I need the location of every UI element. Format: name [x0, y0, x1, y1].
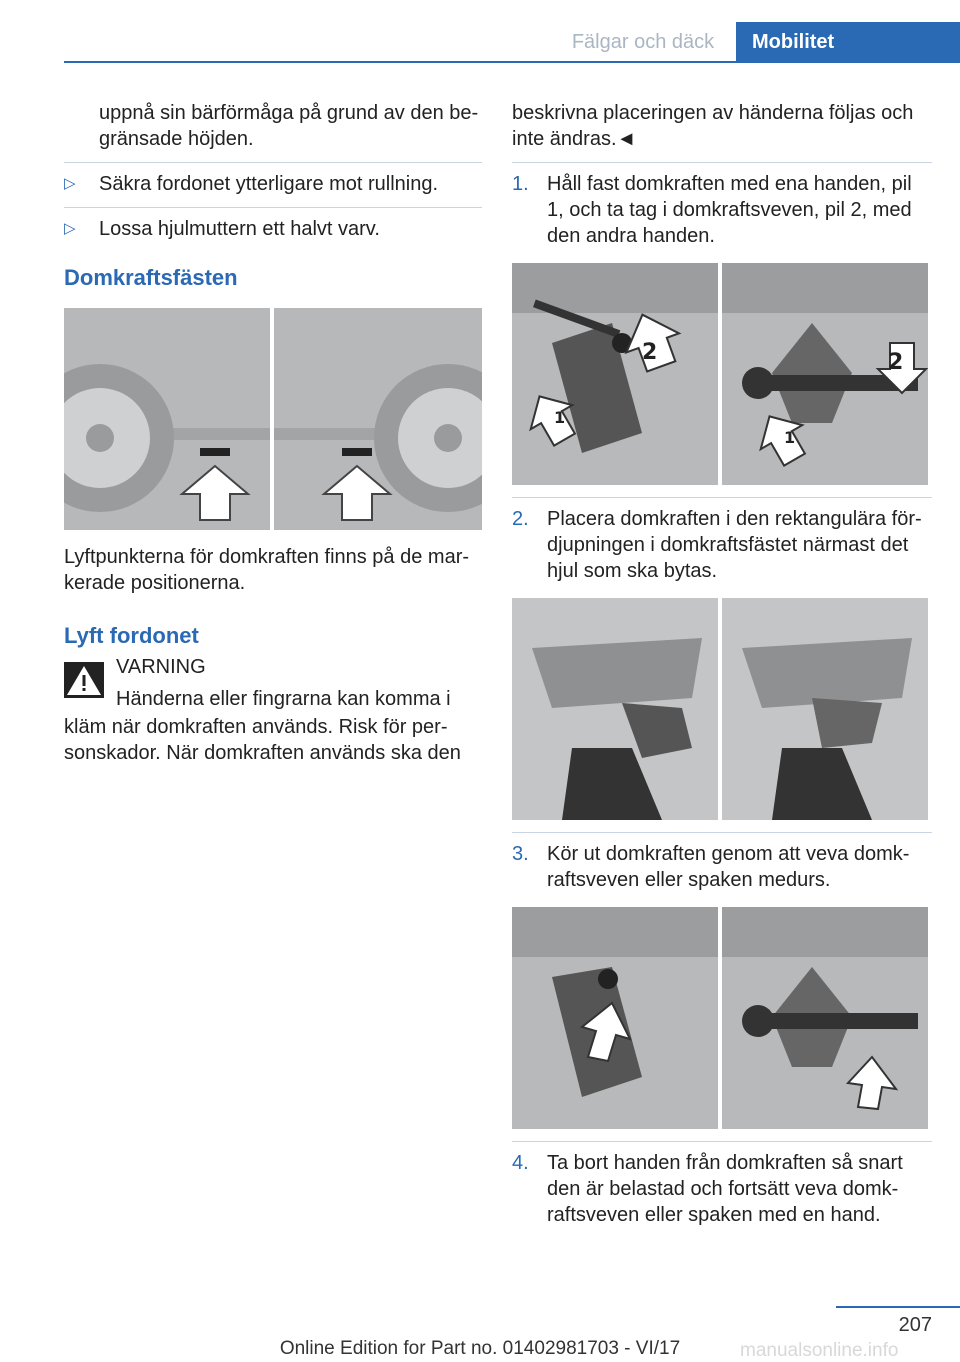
jack-placement-illustration	[512, 598, 928, 820]
footer-rule	[836, 1306, 960, 1308]
warning-title: VARNING	[116, 656, 206, 678]
arrow-label-1b: 1	[784, 428, 796, 447]
divider	[512, 162, 932, 163]
right-column	[512, 100, 932, 1228]
step-text: Ta bort handen från domkraften så snart den är belastad och fortsätt veva domk‐raftsveven eller spaken med en hand.	[547, 1152, 903, 1226]
divider	[512, 832, 932, 833]
watermark: manualsonline.info	[740, 1340, 899, 1361]
step-text: Kör ut domkraften genom att veva domk‐raftsveven eller spaken medurs.	[547, 843, 910, 891]
list-item	[64, 171, 482, 197]
header-rule	[64, 61, 960, 63]
tab-mobilitet[interactable]: Mobilitet	[736, 22, 960, 62]
jack-points-image	[64, 308, 482, 530]
page-header	[0, 0, 960, 64]
step-number: 2.	[512, 508, 529, 530]
jack-handle-illustration	[512, 263, 928, 485]
image-caption: Lyftpunkterna för domkraften finns på de mar‐kerade positionerna.	[64, 546, 470, 594]
footer-edition: Online Edition for Part no. 01402981703 - VI/17	[279, 1338, 681, 1359]
step-text: Placera domkraften i den rektangulära för‐djupningen i domkraftsfästet närmast det hjul som ska bytas.	[547, 508, 922, 582]
list-item	[64, 216, 482, 242]
step-number: 4.	[512, 1152, 529, 1174]
jack-cranking-illustration	[512, 907, 928, 1129]
section-heading-domkraftsfasten: Domkraftsfästen	[64, 265, 238, 290]
step-number: 1.	[512, 173, 529, 195]
divider	[512, 1141, 932, 1142]
step-number: 3.	[512, 843, 529, 865]
step-item	[512, 171, 932, 249]
bullet-text: Säkra fordonet ytterligare mot rullning.	[99, 173, 439, 195]
continued-paragraph: uppnå sin bärförmåga på grund av den be‐gränsade höjden.	[99, 102, 479, 150]
arrow-label-2: 2	[642, 340, 658, 365]
triangle-bullet-icon: ▷	[64, 220, 76, 237]
left-column	[64, 100, 482, 766]
section-heading-lyft-fordonet: Lyft fordonet	[64, 623, 199, 648]
jack-hand-position-image	[512, 263, 928, 485]
jack-placement-image	[512, 598, 928, 820]
warning-text-continued: kläm när domkraften används. Risk för per‐sonskador. När domkraften används ska den	[64, 716, 461, 764]
arrow-label-1: 1	[554, 408, 566, 427]
jack-cranking-image	[512, 907, 928, 1129]
warning-text-line-1: Händerna eller fingrarna kan komma i	[116, 688, 451, 710]
bullet-text: Lossa hjulmuttern ett halvt varv.	[99, 218, 380, 240]
arrow-label-2b: 2	[888, 350, 904, 375]
divider	[512, 497, 932, 498]
tab-falgar-och-dack[interactable]: Fälgar och däck	[571, 31, 715, 53]
divider	[64, 207, 482, 208]
continued-paragraph: beskrivna placeringen av händerna följas och inte ändras.◄	[512, 102, 914, 150]
step-item	[512, 841, 932, 893]
page-number: 207	[898, 1314, 932, 1336]
divider	[64, 162, 482, 163]
step-item	[512, 506, 932, 584]
warning-block	[64, 654, 482, 714]
step-item	[512, 1150, 932, 1228]
step-text: Håll fast domkraften med ena handen, pil 1, och ta tag i domkraftsveven, pil 2, med den andra handen.	[547, 173, 912, 247]
triangle-bullet-icon: ▷	[64, 175, 76, 192]
car-sill-illustration	[64, 308, 482, 530]
warning-triangle-icon	[64, 662, 104, 698]
